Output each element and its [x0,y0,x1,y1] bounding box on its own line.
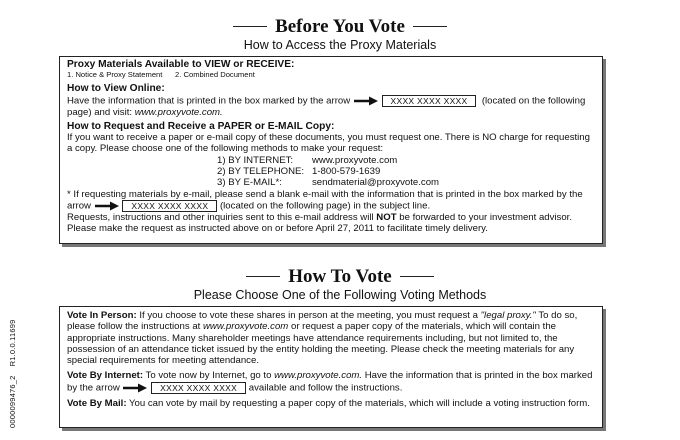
title-rule-left [246,276,280,277]
title-rule-right [400,276,434,277]
method-telephone: 2) BY TELEPHONE: 1-800-579-1639 [217,166,381,178]
arrow-right-icon [94,201,120,211]
document-code: 0000099476_2 R1.0.0.11699 [8,319,17,428]
howto-title: How To Vote [288,265,392,287]
online-paragraph: Have the information that is printed in the box marked by the arrow XXXX XXXX XXXX (located on the following page) and visit: www.proxyvote.com. [67,95,586,118]
request-text: If you want to receive a paper or e-mail copy of these documents, you must request one. There is NO charge for requesting a copy. Please choose one of the following methods to make your request: [67,132,590,155]
before-you-vote-heading [0,14,680,53]
control-number-box: XXXX XXXX XXXX [382,95,477,107]
arrow-right-icon [122,383,148,393]
title-rule-left [233,26,267,27]
proxy-items: 1. Notice & Proxy Statement 2. Combined Document [67,70,255,80]
vote-in-person: Vote In Person: If you choose to vote these shares in person at the meeting, you must request a "legal proxy." To do so, please follow the instructions at www.proxyvote.com or request a paper copy of the materials, which will contain the appropriate instructions. Many shareholder meetings have attendance requirements including, but not limited to, the possession of an attendance ticket issued by the entity holding the meeting. Please check the meeting materials for any special requirements for meeting attendance. [67,310,578,367]
control-number-box: XXXX XXXX XXXX [151,382,246,394]
proxy-heading: Proxy Materials Available to VIEW or RECEIVE: [67,59,295,70]
voting-methods-box [59,306,603,428]
in-person-url: www.proxyvote.com [203,321,289,333]
vote-by-internet: Vote By Internet: To vote now by Internet, go to www.proxyvote.com. Have the information that is printed in the box marked by the arrow XXXX XXXX XXXX available and follow the instructions. [67,370,593,394]
request-methods-list [217,155,594,189]
method-email: 3) BY E-MAIL*: sendmaterial@proxyvote.com [217,177,440,189]
vote-by-mail: Vote By Mail: You can vote by mail by requesting a paper copy of the materials, which will include a voting instruction form. [67,397,590,409]
online-url: www.proxyvote.com. [134,106,223,118]
request-heading: How to Request and Receive a PAPER or E-MAIL Copy: [67,120,335,132]
howto-subtitle: Please Choose One of the Following Voting Methods [193,287,487,302]
proxy-materials-box [59,56,603,244]
arrow-right-icon [353,96,379,106]
how-to-vote-heading [0,264,680,303]
internet-url: www.proxyvote.com. [274,370,363,382]
control-number-box: XXXX XXXX XXXX [122,200,217,212]
title-rule-right [413,26,447,27]
request-footer: Requests, instructions and other inquiries sent to this e-mail address will NOT be forwarded to your investment advisor. Please make the request as instructed above on or before April 27, 2011 to facilitate timely delivery. [67,211,573,235]
method-internet: 1) BY INTERNET: www.proxyvote.com [217,154,398,166]
before-title: Before You Vote [275,15,405,37]
before-subtitle: How to Access the Proxy Materials [243,37,437,52]
online-heading: How to View Online: [67,83,165,95]
email-note: * If requesting materials by e-mail, please send a blank e-mail with the information that is printed in the box marked by the arrow XXXX XXXX XXXX (located on the following page) in the subject line. [67,188,583,212]
